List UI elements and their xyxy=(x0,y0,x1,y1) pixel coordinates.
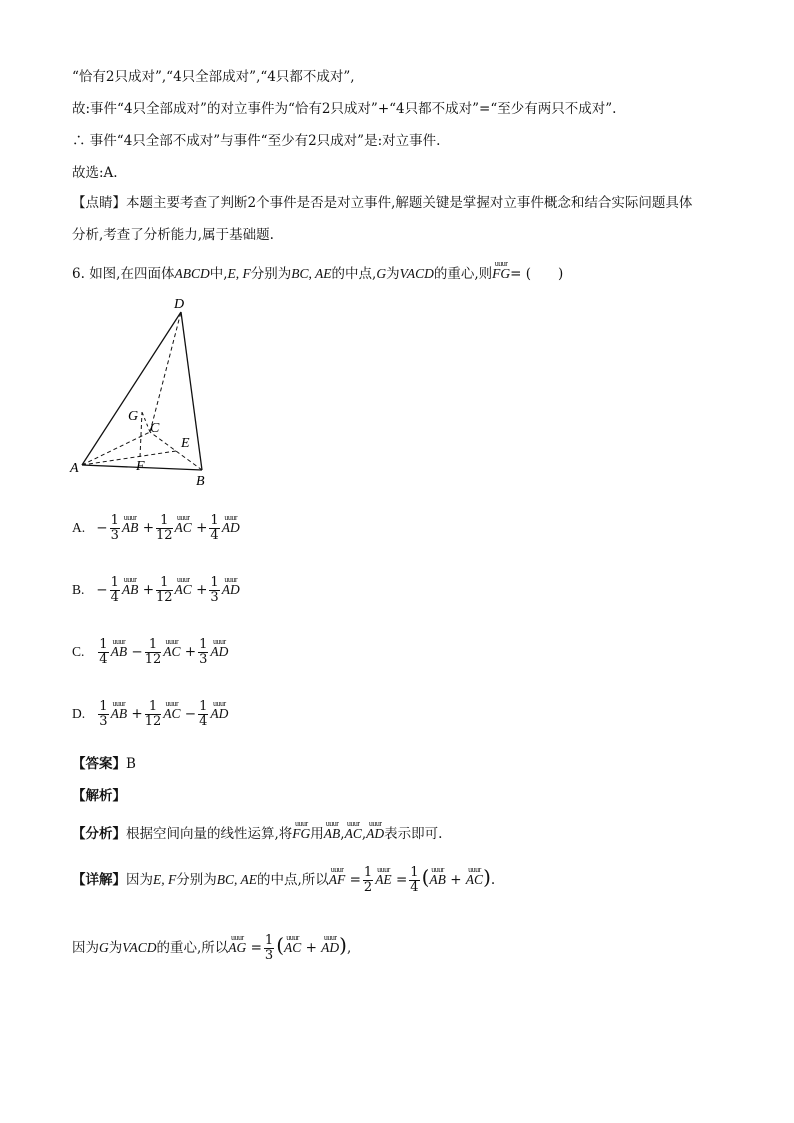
fraction xyxy=(145,700,162,729)
fraction-numerator: 1 xyxy=(99,699,108,714)
fraction-numerator: 1 xyxy=(363,865,373,880)
fraction xyxy=(110,514,120,543)
centroid-line: 因为G为VACD的重心,所以uuur AG = $\frac{1}{3}$ (uuur AC + uuur AD), xyxy=(72,934,351,963)
fraction xyxy=(156,514,173,543)
fraction-numerator: 1 xyxy=(145,638,162,653)
fenxi-line: 【分析】根据空间向量的线性运算,将uuur FG用uuur AB,uuur AC,uuur AD表示即可. xyxy=(72,820,442,843)
label-a: A xyxy=(70,461,79,476)
option-c[interactable]: C. $\frac{1}{4}$ uuur AB − $\frac{1}{12}$ uuur AC + $\frac{1}{3}$ uuur AD xyxy=(72,638,228,667)
vector-term: uuur AB xyxy=(122,576,139,599)
fraction xyxy=(98,700,108,729)
segment-cg xyxy=(142,412,150,432)
tetrahedron-figure xyxy=(64,292,224,492)
option-d[interactable]: D. $\frac{1}{3}$ uuur AB + $\frac{1}{12}$ uuur AC − $\frac{1}{4}$ uuur AD xyxy=(72,700,228,729)
label-b: B xyxy=(196,474,205,489)
question-stem: 6. 如图,在四面体ABCD中,E, F分别为BC, AE的中点,G为VACD的重心,则uuur FG= ( ) xyxy=(72,260,563,283)
fraction xyxy=(98,638,108,667)
fraction-denominator: 12 xyxy=(156,528,173,543)
fraction-numerator: 1 xyxy=(210,575,219,590)
fraction xyxy=(363,866,373,895)
label-d: D xyxy=(174,297,185,312)
vector-term: uuur AB xyxy=(324,820,341,843)
fraction xyxy=(198,700,208,729)
vector-term: uuur AB xyxy=(111,700,128,723)
dianjing-line-1: 【点睛】本题主要考查了判断2个事件是否是对立事件,解题关键是掌握对立事件概念和结合实际问题具体 xyxy=(72,195,693,211)
label-g: G xyxy=(128,409,139,424)
vector-fg: uuur FG xyxy=(492,260,510,283)
xiangjie-line: 【详解】因为E, F分别为BC, AE的中点,所以uuur AF = $\frac{1}{2}$ uuur AE = $\frac{1}{4}$ (uuur AB + uuur AC). xyxy=(72,866,495,895)
option-a[interactable]: A. − $\frac{1}{3}$ uuur AB + $\frac{1}{12}$ uuur AC + $\frac{1}{4}$ uuur AD xyxy=(72,514,240,543)
fraction xyxy=(110,576,120,605)
fraction-numerator: 1 xyxy=(110,513,119,528)
fraction-numerator: 1 xyxy=(264,933,274,948)
segment-fg xyxy=(140,412,142,457)
fraction xyxy=(145,638,162,667)
vector-term: uuur AE xyxy=(375,866,392,889)
fraction xyxy=(209,514,219,543)
fraction-numerator: 1 xyxy=(145,700,162,715)
fraction-denominator: 3 xyxy=(210,590,219,605)
answer-tag: 【答案】 xyxy=(72,756,126,772)
vector-term: uuur AB xyxy=(429,866,446,889)
fraction-denominator: 3 xyxy=(99,714,108,729)
fraction-denominator: 4 xyxy=(99,652,108,667)
fraction-numerator: 1 xyxy=(99,637,108,652)
label-c: C xyxy=(150,421,160,436)
fraction-denominator: 3 xyxy=(110,528,119,543)
fraction xyxy=(198,638,208,667)
option-b[interactable]: B. − $\frac{1}{4}$ uuur AB + $\frac{1}{12}$ uuur AC + $\frac{1}{3}$ uuur AD xyxy=(72,576,240,605)
fraction-denominator: 12 xyxy=(144,652,162,667)
vector-term: uuur AF xyxy=(329,866,346,889)
vector-term: uuur AD xyxy=(210,700,228,723)
fraction-numerator: 1 xyxy=(199,637,208,652)
vector-term: uuur AC xyxy=(345,820,362,843)
edge-cd xyxy=(150,312,181,432)
label-e: E xyxy=(181,436,190,451)
vector-term: uuur AC xyxy=(175,576,192,599)
fraction xyxy=(156,576,173,605)
fraction-numerator: 1 xyxy=(199,699,208,714)
fraction-denominator: 12 xyxy=(156,590,173,605)
vector-term: uuur AD xyxy=(366,820,384,843)
fraction-numerator: 1 xyxy=(156,514,173,529)
text-line-4: 故选:A. xyxy=(72,165,118,181)
vector-term: uuur AD xyxy=(321,934,339,957)
answer-value: B xyxy=(126,756,136,772)
vector-term: uuur FG xyxy=(292,820,310,843)
answer-line xyxy=(72,755,136,773)
fraction-denominator: 4 xyxy=(210,528,219,543)
fraction-denominator: 12 xyxy=(144,714,162,729)
vector-term: uuur AB xyxy=(111,638,128,661)
analysis-tag: 【解析】 xyxy=(72,788,126,804)
fraction-denominator: 4 xyxy=(110,590,119,605)
dianjing-line-2: 分析,考查了分析能力,属于基础题. xyxy=(72,227,274,243)
fraction-denominator: 4 xyxy=(410,880,419,895)
text-line-1: “恰有2只成对”,“4只全部成对”,“4只都不成对”, xyxy=(72,69,355,85)
vector-term: uuur AG xyxy=(228,934,246,957)
fraction-denominator: 2 xyxy=(363,880,373,895)
fraction-numerator: 1 xyxy=(410,865,419,880)
vector-term: uuur AC xyxy=(163,700,180,723)
vector-term: uuur AD xyxy=(222,514,240,537)
fraction-numerator: 1 xyxy=(156,576,173,591)
question-number: 6. xyxy=(72,266,85,282)
fraction xyxy=(209,576,219,605)
label-f: F xyxy=(136,459,145,474)
vector-term: uuur AB xyxy=(122,514,139,537)
fraction-numerator: 1 xyxy=(210,513,219,528)
fraction xyxy=(409,866,419,895)
fraction xyxy=(264,934,274,963)
text-line-3: ∴ 事件“4只全部不成对”与事件“至少有2只成对”是:对立事件. xyxy=(72,133,441,149)
text-line-2: 故:事件“4只全部成对”的对立事件为“恰有2只成对”+“4只都不成对”=“至少有两只不成对”. xyxy=(72,101,617,117)
edge-ad xyxy=(82,312,181,465)
fraction-denominator: 3 xyxy=(264,948,274,963)
vector-term: uuur AD xyxy=(210,638,228,661)
vector-term: uuur AC xyxy=(175,514,192,537)
vector-term: uuur AC xyxy=(466,866,483,889)
vector-term: uuur AD xyxy=(222,576,240,599)
fraction-denominator: 4 xyxy=(199,714,208,729)
fraction-denominator: 3 xyxy=(199,652,208,667)
vector-term: uuur AC xyxy=(163,638,180,661)
vector-term: uuur AC xyxy=(284,934,301,957)
fraction-numerator: 1 xyxy=(110,575,119,590)
